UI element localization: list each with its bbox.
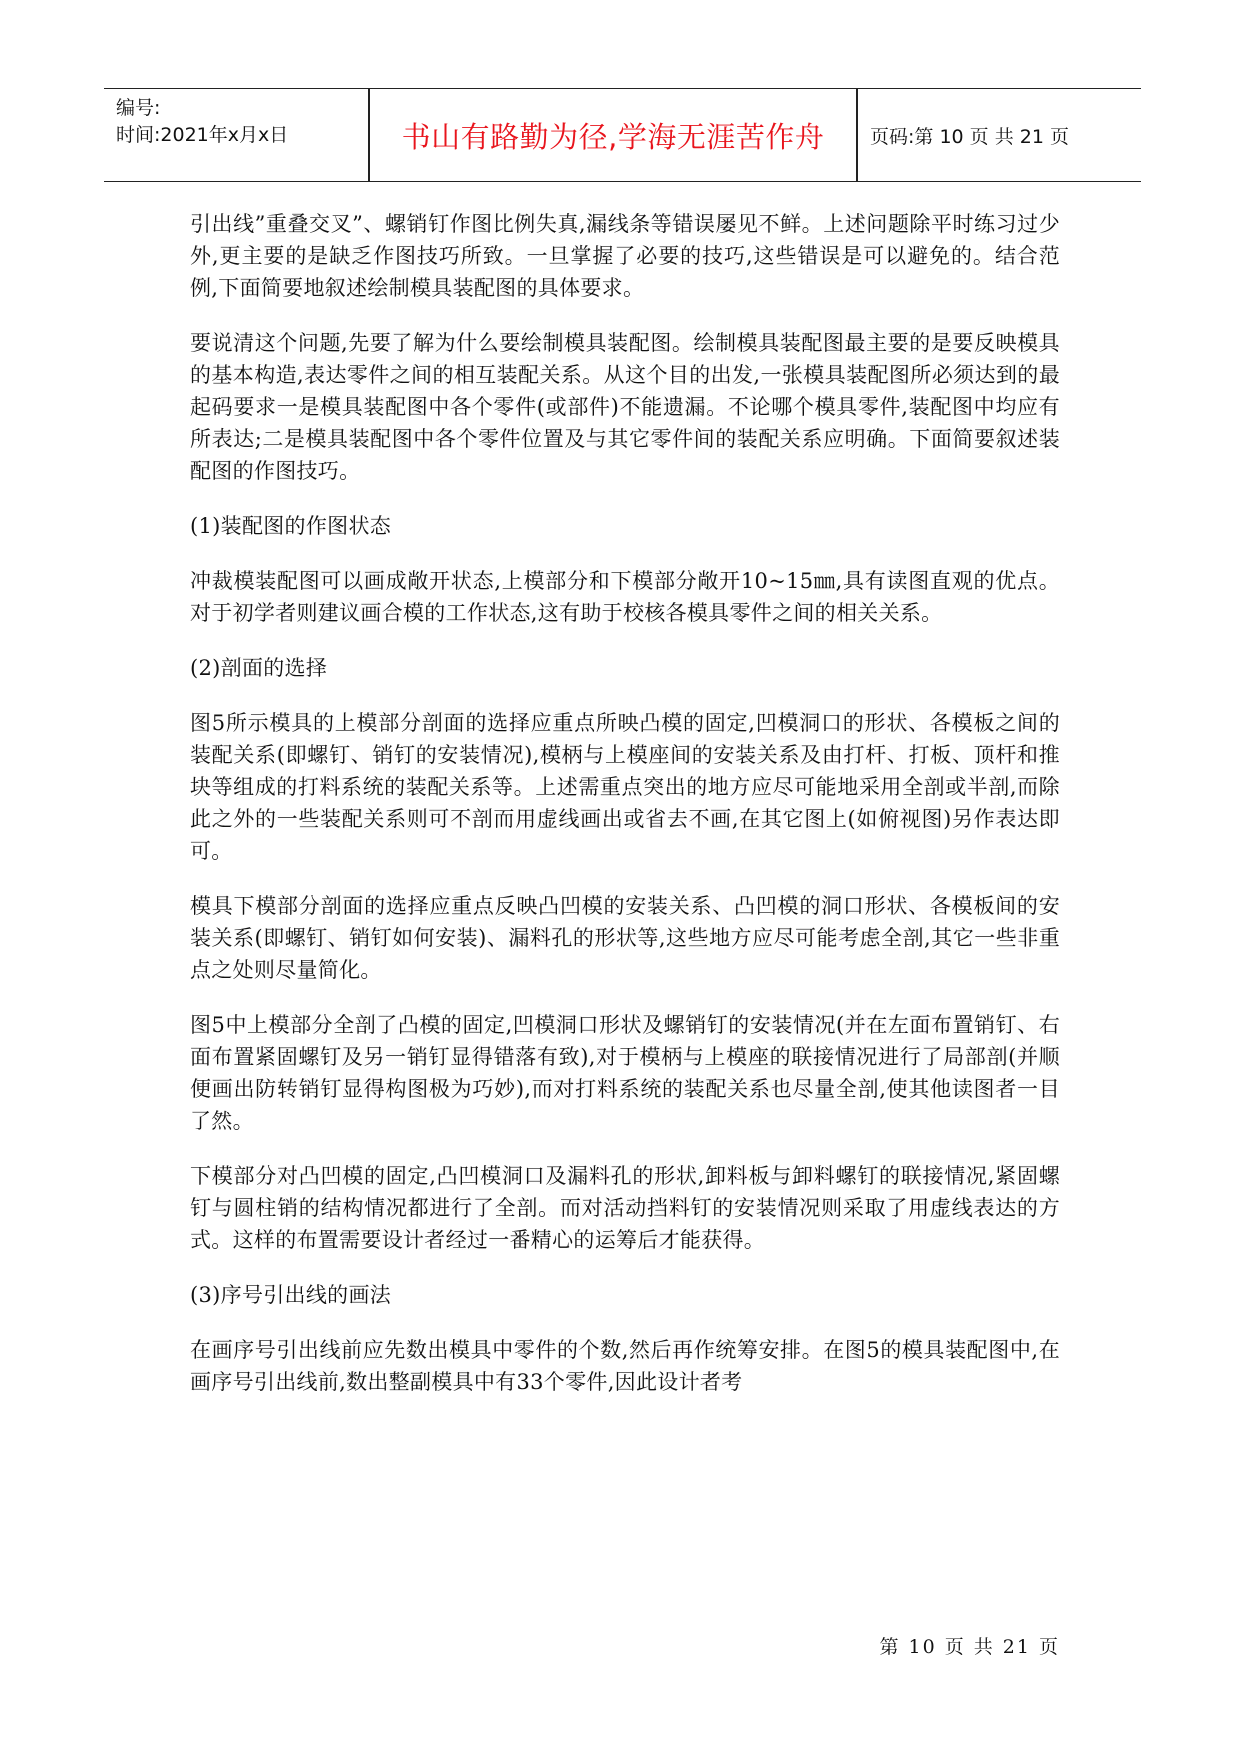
header-divider [856, 89, 858, 181]
document-number-label: 编号: [116, 97, 161, 119]
document-body [190, 208, 1060, 1421]
body-paragraph: 模具下模部分剖面的选择应重点反映凸凹模的安装关系、凸凹模的洞口形状、各模板间的安装关系(即螺钉、销钉如何安装)、漏料孔的形状等,这些地方应尽可能考虑全剖,其它一些非重点之处则尽量简化。 [190, 894, 1060, 982]
body-paragraph: 图5中上模部分全剖了凸模的固定,凹模洞口形状及螺销钉的安装情况(并在左面布置销钉、右面布置紧固螺钉及另一销钉显得错落有致),对于模柄与上模座的联接情况进行了局部剖(并顺便画出防转销钉显得构图极为巧妙),而对打料系统的装配关系也尽量全剖,使其他读图者一目了然。 [190, 1013, 1060, 1133]
body-paragraph: 要说清这个问题,先要了解为什么要绘制模具装配图。绘制模具装配图最主要的是要反映模具的基本构造,表达零件之间的相互装配关系。从这个目的出发,一张模具装配图所必须达到的最起码要求一是模具装配图中各个零件(或部件)不能遗漏。不论哪个模具零件,装配图中均应有所表达;二是模具装配图中各个零件位置及与其它零件间的装配关系应明确。下面简要叙述装配图的作图技巧。 [190, 331, 1060, 483]
section-heading: (1)装配图的作图状态 [190, 514, 392, 538]
page-header [104, 88, 1141, 182]
section-heading: (2)剖面的选择 [190, 656, 328, 680]
body-paragraph: 冲裁模装配图可以画成敞开状态,上模部分和下模部分敞开10~15㎜,具有读图直观的优点。对于初学者则建议画合模的工作状态,这有助于校核各模具零件之间的相关关系。 [190, 569, 1060, 625]
body-paragraph: 下模部分对凸凹模的固定,凸凹模洞口及漏料孔的形状,卸料板与卸料螺钉的联接情况,紧固螺钉与圆柱销的结构情况都进行了全剖。而对活动挡料钉的安装情况则采取了用虚线表达的方式。这样的布置需要设计者经过一番精心的运筹后才能获得。 [190, 1164, 1060, 1252]
header-meta [116, 95, 366, 149]
body-paragraph: 图5所示模具的上模部分剖面的选择应重点所映凸模的固定,凹模洞口的形状、各模板之间的装配关系(即螺钉、销钉的安装情况),模柄与上模座间的安装关系及由打杆、打板、顶杆和推块等组成的打料系统的装配关系等。上述需重点突出的地方应尽可能地采用全剖或半剖,而除此之外的一些装配关系则可不剖而用虚线画出或省去不画,在其它图上(如俯视图)另作表达即可。 [190, 711, 1060, 863]
document-date-label: 时间:2021年x月x日 [116, 124, 289, 146]
page-footer: 第 10 页 共 21 页 [879, 1636, 1060, 1658]
body-paragraph: 引出线”重叠交叉”、螺销钉作图比例失真,漏线条等错误屡见不鲜。上述问题除平时练习过少外,更主要的是缺乏作图技巧所致。一旦掌握了必要的技巧,这些错误是可以避免的。结合范例,下面简要地叙述绘制模具装配图的具体要求。 [190, 212, 1060, 300]
header-page-number: 页码:第 10 页 共 21 页 [870, 125, 1069, 148]
body-paragraph: 在画序号引出线前应先数出模具中零件的个数,然后再作统筹安排。在图5的模具装配图中,在画序号引出线前,数出整副模具中有33个零件,因此设计者考 [190, 1338, 1060, 1394]
section-heading: (3)序号引出线的画法 [190, 1283, 392, 1307]
header-motto: 书山有路勤为径,学海无涯苦作舟 [401, 119, 825, 154]
